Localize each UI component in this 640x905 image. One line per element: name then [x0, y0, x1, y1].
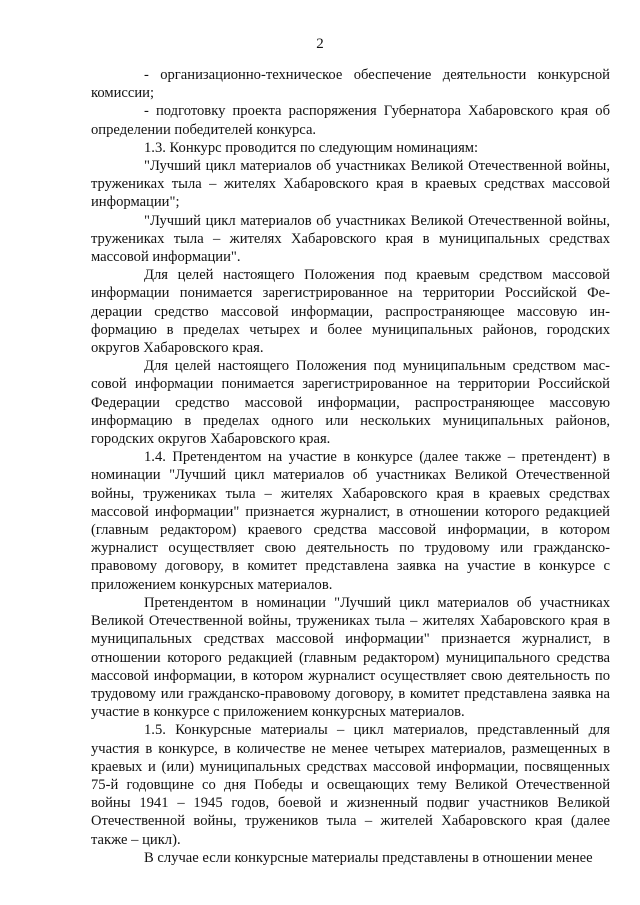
paragraph: Претендентом в номинации "Лучший цикл материалов об участниках Великой Отечественной войны, тружениках тыла – жителях Хабаровского края в муниципальных средствах массовой информации" признается журналист, в отношении которого редакцией (главным редактором) муниципального средства массовой информации, в котором журналист осуществляет свою деятельность по трудовому или гражданско-правовому договору, в комитет представлена заявка на участие в конкурсе с приложением конкурсных материалов. — [91, 594, 610, 721]
paragraph: - организационно-техническое обеспечение деятельности конкурсной комиссии; — [91, 67, 610, 102]
paragraph: 1.5. Конкурсные материалы – цикл материалов, представленный для участия в конкурсе, в количестве не менее четырех материалов, размещенных в краевых и (или) муниципальных средствах массовой информации, посвященных 75-й годовщине со дня Победы и освещающих тему Великой Отечественной войны 1941 – 1945 годов, боевой и жизненный подвиг участников Великой Отечественной войны, тружеников тыла – жителей Хабаровского края (далее также – цикл). — [91, 722, 610, 848]
paragraph: В случае если конкурсные материалы представлены в отношении менее — [144, 849, 593, 866]
document-body — [91, 66, 610, 867]
paragraph: 1.3. Конкурс проводится по следующим номинациям: — [144, 139, 479, 156]
paragraph: - подготовку проекта распоряжения Губернатора Хабаровского края об определении победителей конкурса. — [91, 103, 610, 138]
paragraph: Для целей настоящего Положения под муниципальным средством массовой информации понимается зарегистрированное на территории Российской Федерации средство массовой информации, распространяющее массовую информацию в пределах одного или нескольких муниципальных районов, городских округов Хабаровского края. — [91, 358, 610, 448]
paragraph: 1.4. Претендентом на участие в конкурсе (далее также – претендент) в номинации "Лучший цикл материалов об участниках Великой Отечественной войны, тружениках тыла – жителях Хабаровского края в краевых средствах массовой информации" признается журналист, в отношении которого редакцией (главным редактором) краевого средства массовой информации, в котором журналист осуществляет свою деятельность по трудовому или гражданско-правовому договору, в комитет представлена заявка на участие в конкурсе с приложением конкурсных материалов. — [91, 449, 610, 593]
paragraph: Для целей настоящего Положения под краевым средством массовой информации понимается зарегистрированное на территории Российской Федерации средство массовой информации, распространяющее массовую информацию в пределах четырех и более муниципальных районов, городских округов Хабаровского края. — [91, 267, 610, 357]
page-number: 2 — [316, 36, 324, 52]
paragraph: "Лучший цикл материалов об участниках Великой Отечественной войны, тружениках тыла – жителях Хабаровского края в муниципальных средствах массовой информации". — [91, 212, 610, 266]
paragraph: "Лучший цикл материалов об участниках Великой Отечественной войны, тружениках тыла – жителях Хабаровского края в краевых средствах массовой информации"; — [91, 158, 610, 211]
